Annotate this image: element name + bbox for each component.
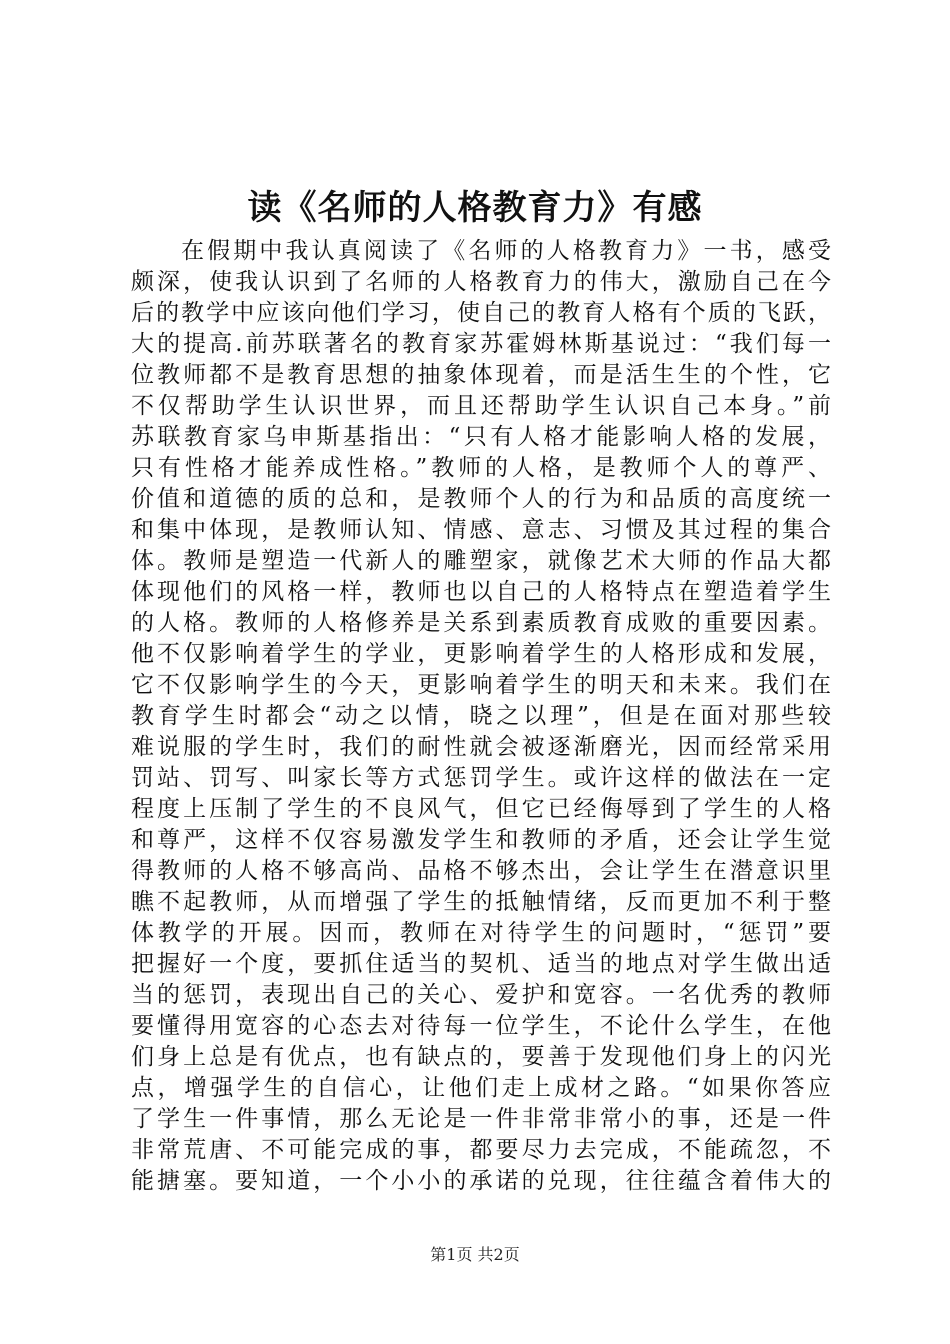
body-line: 体现他们的风格一样，教师也以自己的人格特点在塑造着学生 (131, 579, 831, 605)
body-line: 颇深，使我认识到了名师的人格教育力的伟大，激励自己在今 (131, 269, 831, 295)
body-line: 的人格。教师的人格修养是关系到素质教育成败的重要因素。 (131, 610, 831, 636)
page-title: 读《名师的人格教育力》有感 (247, 188, 703, 228)
body-line: 得教师的人格不够高尚、品格不够杰出，会让学生在潜意识里 (131, 858, 831, 884)
body-line: 和尊严，这样不仅容易激发学生和教师的矛盾，还会让学生觉 (131, 827, 831, 853)
page-footer: 第1页 共2页 (430, 1245, 520, 1264)
body-line: 点，增强学生的自信心，让他们走上成材之路。“如果你答应 (131, 1075, 831, 1101)
body-line: 要懂得用宽容的心态去对待每一位学生，不论什么学生，在他 (131, 1013, 831, 1039)
body-line: 在假期中我认真阅读了《名师的人格教育力》一书，感受 (181, 238, 831, 264)
body-line: 只有性格才能养成性格。”教师的人格，是教师个人的尊严、 (131, 455, 831, 481)
body-line: 和集中体现，是教师认知、情感、意志、习惯及其过程的集合 (131, 517, 831, 543)
body-line: 体教学的开展。因而，教师在对待学生的问题时，“惩罚”要 (131, 920, 831, 946)
body-line: 教育学生时都会“动之以情，晓之以理”，但是在面对那些较 (131, 703, 831, 729)
body-line: 罚站、罚写、叫家长等方式惩罚学生。或许这样的做法在一定 (131, 765, 831, 791)
body-line: 非常荒唐、不可能完成的事，都要尽力去完成，不能疏忽，不 (131, 1137, 831, 1163)
body-line: 价值和道德的质的总和，是教师个人的行为和品质的高度统一 (131, 486, 831, 512)
body-line: 了学生一件事情，那么无论是一件非常非常小的事，还是一件 (131, 1106, 831, 1132)
body-line: 们身上总是有优点，也有缺点的，要善于发现他们身上的闪光 (131, 1044, 831, 1070)
body-line: 难说服的学生时，我们的耐性就会被逐渐磨光，因而经常采用 (131, 734, 831, 760)
body-line: 体。教师是塑造一代新人的雕塑家，就像艺术大师的作品大都 (131, 548, 831, 574)
body-text (131, 236, 831, 1197)
body-line: 苏联教育家乌申斯基指出：“只有人格才能影响人格的发展， (131, 424, 831, 450)
body-line: 瞧不起教师，从而增强了学生的抵触情绪，反而更加不利于整 (131, 889, 831, 915)
body-line: 后的教学中应该向他们学习，使自己的教育人格有个质的飞跃， (131, 300, 831, 326)
body-line: 他不仅影响着学生的学业，更影响着学生的人格形成和发展， (131, 641, 831, 667)
body-line: 位教师都不是教育思想的抽象体现着，而是活生生的个性，它 (131, 362, 831, 388)
body-line: 它不仅影响学生的今天，更影响着学生的明天和未来。我们在 (131, 672, 831, 698)
body-line: 大的提高.前苏联著名的教育家苏霍姆林斯基说过：“我们每一 (131, 331, 831, 357)
body-line: 程度上压制了学生的不良风气，但它已经侮辱到了学生的人格 (131, 796, 831, 822)
body-line: 不仅帮助学生认识世界，而且还帮助学生认识自己本身。”前 (131, 393, 831, 419)
body-line: 当的惩罚，表现出自己的关心、爱护和宽容。一名优秀的教师 (131, 982, 831, 1008)
body-line: 能搪塞。要知道，一个小小的承诺的兑现，往往蕴含着伟大的 (131, 1168, 831, 1194)
body-line: 把握好一个度，要抓住适当的契机、适当的地点对学生做出适 (131, 951, 831, 977)
